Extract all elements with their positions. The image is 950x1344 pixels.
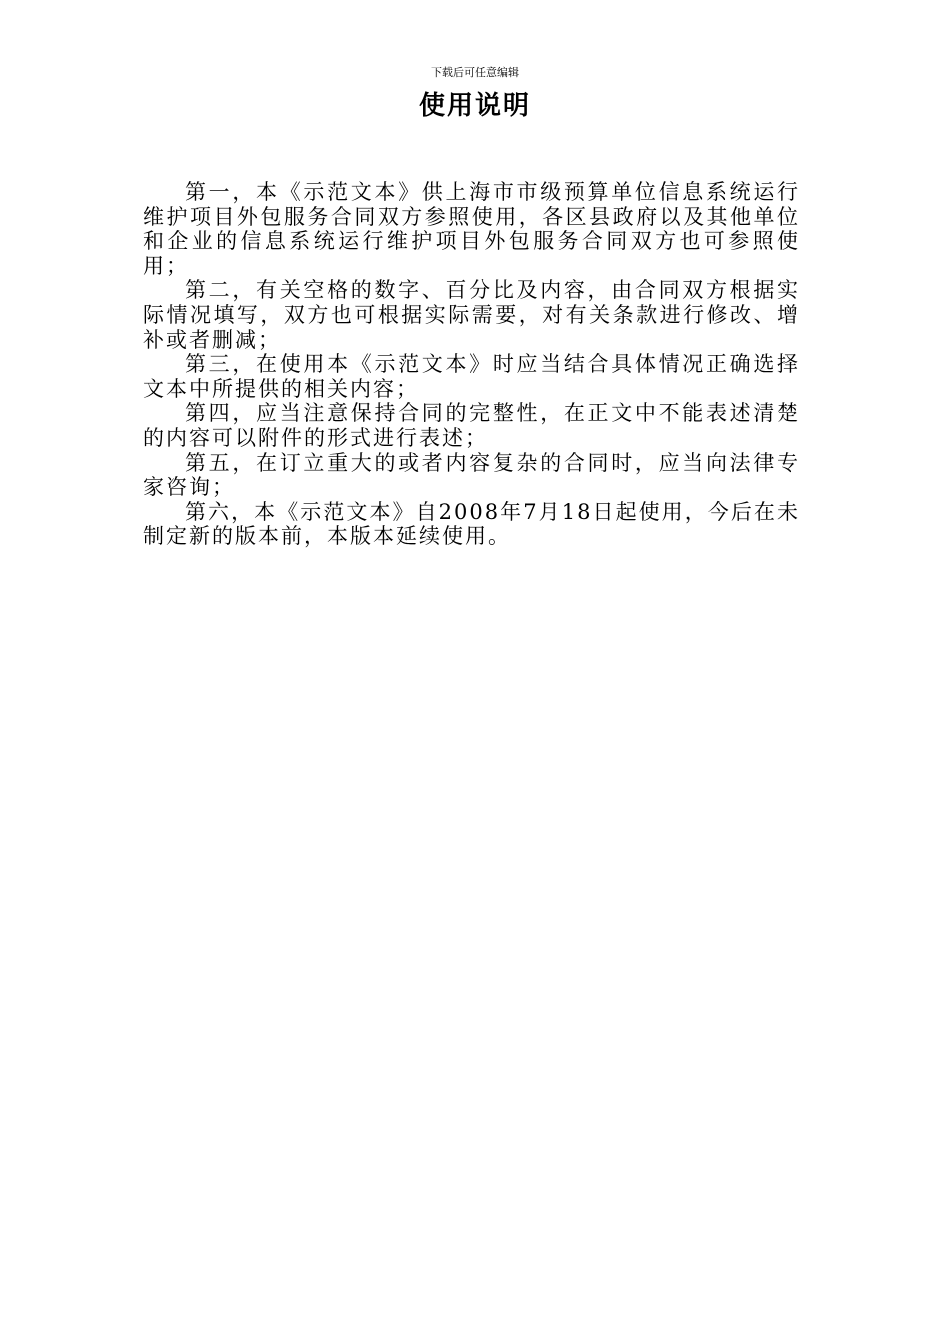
paragraph-2: 第二，有关空格的数字、百分比及内容，由合同双方根据实际情况填写，双方也可根据实际需要，对有关条款进行修改、增补或者删减； — [143, 278, 800, 352]
page-title: 使用说明 — [418, 91, 531, 121]
header-note: 下载后可任意编辑 — [431, 66, 519, 79]
body-text — [143, 180, 800, 549]
paragraph-5: 第五，在订立重大的或者内容复杂的合同时，应当向法律专家咨询； — [143, 450, 800, 500]
paragraph-4: 第四，应当注意保持合同的完整性，在正文中不能表述清楚的内容可以附件的形式进行表述； — [143, 401, 800, 450]
paragraph-1: 第一，本《示范文本》供上海市市级预算单位信息系统运行维护项目外包服务合同双方参照使用，各区县政府以及其他单位和企业的信息系统运行维护项目外包服务合同双方也可参照使用； — [143, 180, 800, 278]
paragraph-6: 第六，本《示范文本》自2008年7月18日起使用，今后在未制定新的版本前，本版本延续使用。 — [143, 499, 800, 549]
paragraph-3: 第三，在使用本《示范文本》时应当结合具体情况正确选择文本中所提供的相关内容； — [143, 352, 800, 401]
